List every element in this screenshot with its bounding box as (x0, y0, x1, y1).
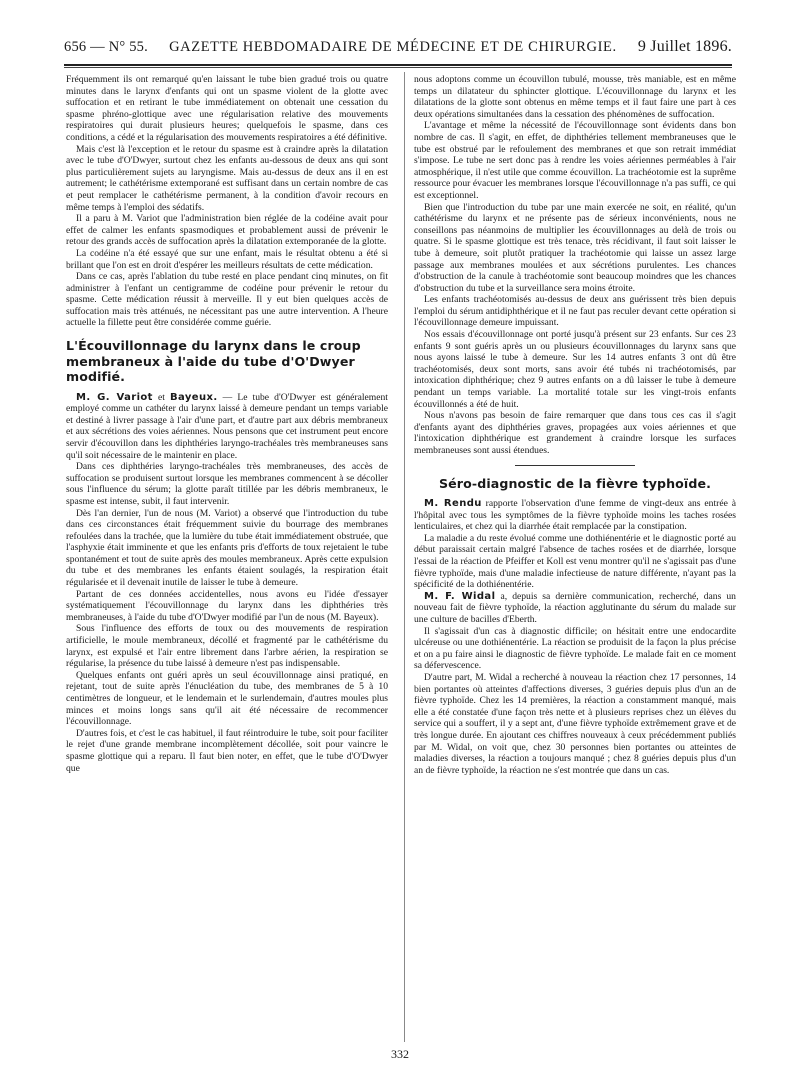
page-number: 656 — N° 55. (64, 39, 148, 55)
header-rule-thin (64, 67, 732, 68)
paragraph: nous adoptons comme un écouvillon tubulé, mousse, très maniable, est en même temps un dilatateur du sphincter glottique. L'écouvillonnage du larynx et les dilatations de la glotte sont obtenus en même temps et il faut faire une part à ces deux opérations simultanées dans la cessation des phénomènes de suffocation. (414, 74, 736, 120)
author-rendu: M. Rendu (424, 498, 482, 510)
column-separator (404, 72, 405, 1042)
paragraph: — Le tube d'O'Dwyer est généralement employé comme un cathéter du larynx laissé à demeure pendant un temps variable et destiné à livrer passage à l'air d'une part, et d'autre part aux débris membraneux et aux sécrétions des voies aériennes. Nous pensons que cet instrument peut encore servir d'écouvillon dans les diphthéries laryngo-trachéales très membraneuses sans qu'il soit nécessaire de le maintenir en place. (66, 391, 388, 461)
paragraph: rapporte l'observation d'une femme de vingt-deux ans entrée à l'hôpital avec tous les symptômes de la fièvre typhoïde moins les taches rosées lenticulaires, et chez qui la diarrhée était remplacée par la constipation. (414, 498, 736, 533)
paragraph: Mais c'est là l'exception et le retour du spasme est à craindre après la dilatation avec le tube d'O'Dwyer, surtout chez les enfants au-dessous de deux ans qui sont plus particulièrement sujets au laryngisme. Mais au-dessus de deux ans il en est autrement; le cathétérisme extemporané est suffisant dans un certain nombre de cas et peut remplacer le cathétérisme permanent, à la condition d'avoir recours en même temps à l'emploi des sédatifs. (66, 143, 388, 213)
section-divider (515, 465, 635, 466)
paragraph: Nous n'avons pas besoin de faire remarquer que dans tous ces cas il s'agit d'enfants ayant des diphthéries graves, propagées aux voies aériennes et que l'intoxication diphthérique est grandement à craindre lorsque les surfaces membraneuses sont aussi étendues. (414, 410, 736, 456)
paragraph: Dès l'an dernier, l'un de nous (M. Variot) a observé que l'introduction du tube dans ces circonstances était fréquemment suivie du bourrage des membranes refoulées dans la trachée, que la lumière du tube était immédiatement obstruée, que l'asphyxie était imminente et que les enfants pris d'efforts de toux rejetaient le tube spontanément et tout de suite après des moules membraneux. Après cette expulsion du tube et des membranes les enfants étaient soulagés, la respiration était régularisée et il devenait inutile de laisser le tube à demeure. (66, 507, 388, 589)
journal-title: GAZETTE HEBDOMADAIRE DE MÉDECINE ET DE CHIRURGIE. (169, 39, 617, 55)
paragraph: Dans ces diphthéries laryngo-trachéales très membraneuses, des accès de suffocation se produisent surtout lorsque les membranes commencent à se décoller sous l'influence du sérum; la glotte paraît titillée par les débris membraneux, le spasme est intense, subit, il faut intervenir. (66, 461, 388, 507)
section-title-ecouvillonnage: L'Écouvillonnage du larynx dans le croup membraneux à l'aide du tube d'O'Dwyer modifié. (66, 338, 361, 385)
paragraph: a, depuis sa dernière communication, recherché, dans un nouveau fait de fièvre typhoïde, la réaction agglutinante du sérum du malade sur une culture de bacilles d'Eberth. (414, 590, 736, 626)
paragraph: Quelques enfants ont guéri après un seul écouvillonnage ainsi pratiqué, en rejetant, tout de suite après l'énucléation du tube, des membranes de 5 à 10 centimètres de longueur, et le lendemain et le surlendemain, d'autres moules plus minces et moins longs sans qu'il ait été nécessaire de recommencer l'écouvillonnage. (66, 669, 388, 728)
author-bayeux: Bayeux. (170, 391, 218, 403)
header-rule (64, 64, 732, 66)
paragraph: Partant de ces données accidentelles, nous avons eu l'idée d'essayer systématiquement l'écouvillonnage du larynx dans les diphthéries très membraneuses, à l'aide du tube d'O'Dwyer modifié par l'un de nous (M. Bayeux). (66, 588, 388, 623)
paragraph: Fréquemment ils ont remarqué qu'en laissant le tube bien gradué trois ou quatre minutes dans le larynx d'enfants qui ont un spasme violent de la glotte avec suffocation et en retirant le tube immédiatement on obtenait une cessation du spasme phréno-glottique avec une régularisation relative des mouvements respiratoires qui durait plusieurs heures; quelquefois le spasme, dans ces conditions, a cédé et la régularisation des mouvements respiratoires a été définitive. (66, 74, 388, 143)
right-column (414, 74, 736, 776)
author-widal: M. F. Widal (424, 590, 496, 602)
paragraph: Il a paru à M. Variot que l'administration bien réglée de la codéine avait pour effet de calmer les enfants spasmodiques et probablement aussi de prévenir le retour des grands accès de suffocation après la dilatation extemporanée de la glotte. (66, 213, 388, 248)
left-column (66, 74, 388, 774)
section-title-sero-diagnostic: Séro-diagnostic de la fièvre typhoïde. (439, 475, 711, 491)
paragraph: D'autres fois, et c'est le cas habituel, il faut réintroduire le tube, soit pour faciliter le rejet d'une grande membrane incomplètement décollée, soit pour vaincre le spasme glottique qui a reparu. Il faut bien noter, en effet, que le tube d'O'Dwyer que (66, 727, 388, 774)
paragraph: Les enfants trachéotomisés au-dessus de deux ans guérissent très bien depuis l'emploi du sérum antidiphthérique et il ne faut pas reculer devant cette opération si l'écouvillonnage demeure impuissant. (414, 294, 736, 329)
paragraph: Bien que l'introduction du tube par une main exercée ne soit, en réalité, qu'un cathétérisme du larynx et ne présente pas de sérieux inconvénients, nous ne conseillons pas néanmoins de multiplier les écouvillonnages au delà de trois ou quatre. Si le spasme glottique est très tenace, très récidivant, il faut soit laisser le tube à demeure, soit plutôt pratiquer la trachéotomie qui laisse un assez large passage aux membranes moulées et aux sécrétions purulentes. Les chances d'obstruction de la canule à trachéotomie sont beaucoup moindres que les chances d'obstruction du tube et la surveillance sera moins étroite. (414, 201, 736, 294)
paragraph: Nos essais d'écouvillonnage ont porté jusqu'à présent sur 23 enfants. Sur ces 23 enfants 9 sont guéris après un ou plusieurs écouvillonnages du larynx sans que nous ayons laissé le tube à demeure. Sur les 14 autres enfants 3 ont dû être trachéotomisés, deux sont morts, sans avoir été tubés ni trachéotomisés, par intoxication diphthérique; chez 9 autres enfants on a dû laisser le tube à demeure pendant un temps variable. La mortalité totale sur les vingt-trois enfants écouvillonnés a été de huit. (414, 329, 736, 410)
running-header (64, 38, 732, 60)
folio-number: 332 (391, 1047, 409, 1061)
paragraph: D'autre part, M. Widal a recherché à nouveau la réaction chez 17 personnes, 14 bien portantes où atteintes d'affections diverses, 3 guéries depuis plus d'un an de fièvre typhoïde. Chez les 14 premières, la réaction a constamment manqué, mais elle a été constatée d'une façon très nette et à plusieurs reprises chez un élèves du service qui a souffert, il y a sept ant, d'une fièvre typhoïde extrêmement grave et de très longue durée. En ajoutant ces chiffres nouveaux à ceux précédemment publiés par M. Widal, on voit que, chez 30 personnes bien portantes ou atteintes de maladies diverses, la réaction a toujours manqué ; chez 8 guéries depuis plus d'un an de fièvre typhoïde, la réaction ne s'est montrée que dans un cas. (414, 672, 736, 776)
author-variot: M. G. Variot (76, 391, 153, 403)
paragraph: La codéine n'a été essayé que sur une enfant, mais le résultat obtenu a été si brillant que l'on est en droit d'espérer les meilleurs résultats de cette médication. (66, 247, 388, 271)
paragraph: La maladie a du reste évolué comme une dothiénentérie et le diagnostic porté au début paraissait certain malgré l'absence de taches rosées et de diarrhée, lorsque l'essai de la réaction de Pfeiffer et Koll est venu montrer qu'il ne s'agissait pas d'une fièvre typhoïde, mais d'une maladie infectieuse de nature différente, n'ayant pas la spécificité de la dothiénentérie. (414, 532, 736, 591)
paragraph: Sous l'influence des efforts de toux ou des mouvements de respiration artificielle, le moule membraneux, décollé et fragmenté par le cathétérisme du larynx, est expulsé et l'air entre librement dans l'arbre aérien, la respiration se régularise, la présence du tube laissé à demeure n'est pas indispensable. (66, 623, 388, 670)
paragraph: Il s'agissait d'un cas à diagnostic difficile; on hésitait entre une endocardite ulcéreuse ou une dothiénentérie. La réaction se produisit de la façon la plus précise et on a pu faire ainsi le diagnostic de fièvre typhoïde. Le malade fait en ce moment sa défervescence. (414, 625, 736, 672)
paragraph: L'avantage et même la nécessité de l'écouvillonnage sont évidents dans bon nombre de cas. Il s'agit, en effet, de diphthéries tellement membraneuses que le tube est obstrué par le refoulement des membranes et que son retrait immédiat s'impose. Le tube ne sert donc pas à rendre les voies aériennes perméables à l'air atmosphérique, il n'est utile que comme écouvillon. La trachéotomie est la suprême ressource pour évacuer les membranes lorsque l'écouvillonnage n'a pas suffi, ce qui est exceptionnel. (414, 120, 736, 201)
issue-date: 9 Juillet 1896. (637, 38, 732, 55)
paragraph: Dans ce cas, après l'ablation du tube resté en place pendant cinq minutes, on fit administrer à l'enfant un centigramme de codéine pour prévenir le retour du spasme. Cette médication réussit à merveille. Il y eut bien quelques accès de suffocation mais très atténués, ne nécessitant pas une autre intervention. A l'heure actuelle la fillette peut être considérée comme guérie. (66, 271, 388, 329)
author-conjunction: et (152, 391, 170, 403)
